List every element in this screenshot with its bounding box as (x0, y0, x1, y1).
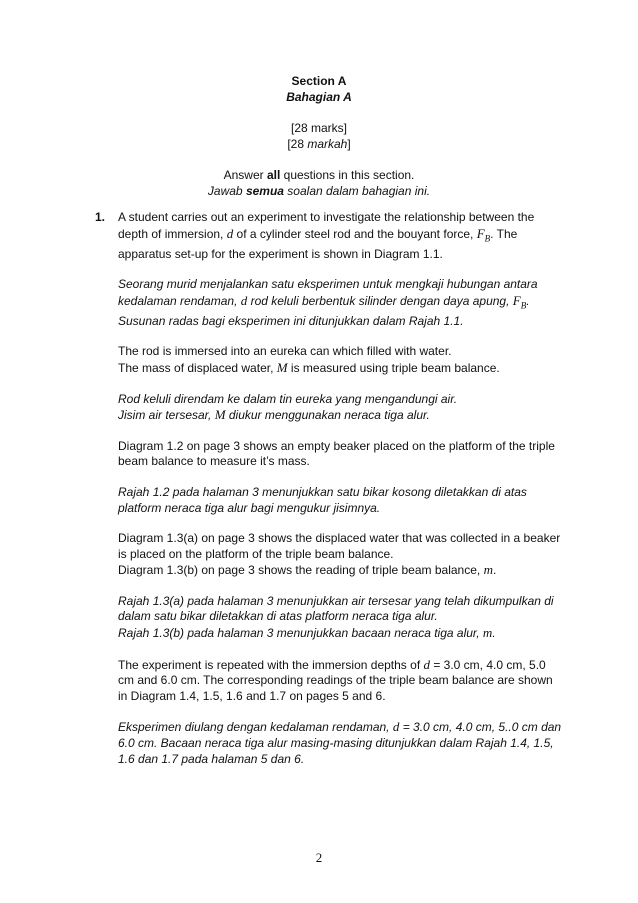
page-number: 2 (315, 850, 323, 865)
paragraph-repeat-malay: Eksperimen diulang dengan kedalaman rendaman, d = 3.0 cm, 4.0 cm, 5..0 cm dan 6.0 cm. Bacaan neraca tiga alur masing-masing ditunjukkan dalam Rajah 1.4, 1.5, 1.6 dan 1.7 pada halaman 5 dan 6. (118, 719, 562, 766)
paragraph-procedure-malay: Rod keluli direndam ke dalam tin eureka yang mengandungi air. Jisim air tersesar, M diukur menggunakan neraca tiga alur. (118, 391, 458, 423)
paragraph-diagram-1-3: Diagram 1.3(a) on page 3 shows the displaced water that was collected in a beaker is placed on the platform of the triple beam balance. Diagram 1.3(b) on page 3 shows the reading of triple beam balance, m. (118, 531, 561, 578)
marks-label-malay: [28 markah] (287, 136, 351, 151)
paragraph-intro: A student carries out an experiment to investigate the relationship between the depth of immersion, d of a cylinder steel rod and the bouyant force, $F_B$. The apparatus set-up for the experiment is shown in Diagram 1.1. (118, 210, 535, 261)
question-number: 1. (95, 210, 106, 224)
paragraph-diagram-1-3-malay: Rajah 1.3(a) pada halaman 3 menunjukkan air tersesar yang telah dikumpulkan di dalam satu bikar diletakkan di atas platform neraca tiga alur. Rajah 1.3(b) pada halaman 3 menunjukkan bacaan neraca tiga alur, m. (118, 593, 554, 641)
section-title: Section A (291, 74, 347, 88)
paragraph-intro-malay: Seorang murid menjalankan satu eksperimen untuk mengkaji hubungan antara kedalaman rendaman, d rod keluli berbentuk silinder dengan daya apung, $F_B$. Susunan radas bagi eksperimen ini ditunjukkan dalam Rajah 1.1. (118, 277, 538, 328)
paragraph-diagram-1-2-malay: Rajah 1.2 pada halaman 3 menunjukkan satu bikar kosong diletakkan di atas platform neraca tiga alur bagi mengukur jisimnya. (118, 484, 527, 515)
paragraph-repeat: The experiment is repeated with the immersion depths of d = 3.0 cm, 4.0 cm, 5.0 cm and 6.0 cm. The corresponding readings of the triple beam balance are shown in Diagram 1.4, 1.5, 1.6 and 1.7 on pages 5 and 6. (118, 656, 553, 703)
section-header (0, 74, 638, 199)
instruction-malay: Jawab semua soalan dalam bahagian ini. (207, 183, 431, 198)
instruction: Answer all questions in this section. (223, 168, 415, 182)
paragraph-procedure: The rod is immersed into an eureka can which filled with water. The mass of displaced water, M is measured using triple beam balance. (118, 344, 500, 375)
question-1 (95, 210, 563, 782)
section-title-malay: Bahagian A (286, 89, 352, 104)
marks-label: [28 marks] (290, 121, 347, 135)
paragraph-diagram-1-2: Diagram 1.2 on page 3 shows an empty beaker placed on the platform of the triple beam balance to measure it’s mass. (118, 438, 555, 469)
